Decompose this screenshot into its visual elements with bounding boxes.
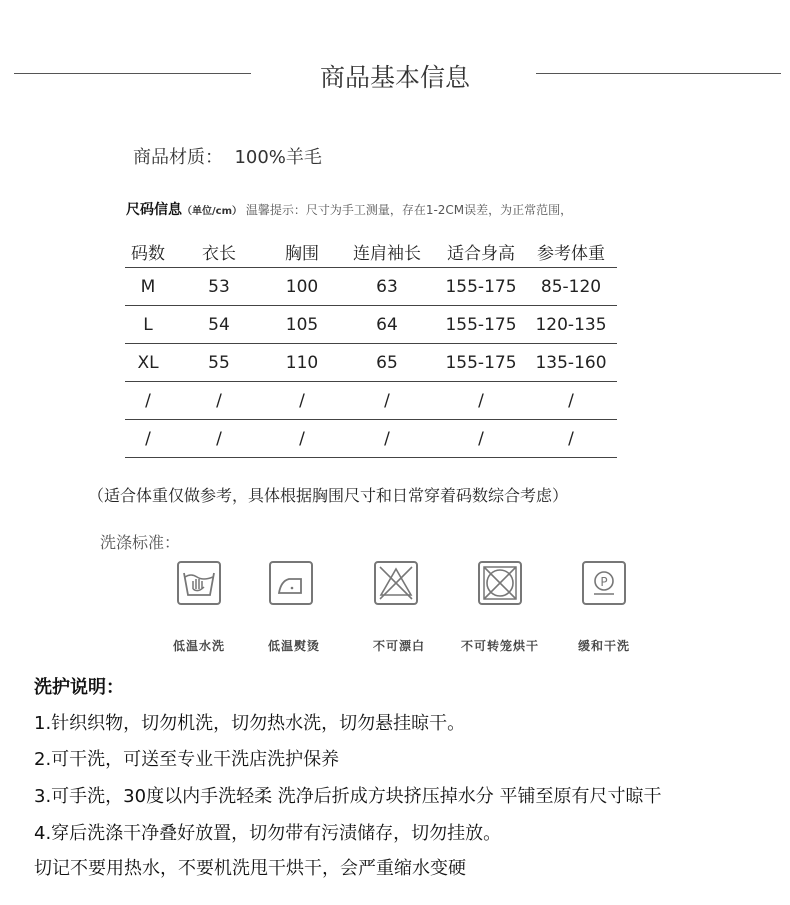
gentle-dry-clean-icon [582, 561, 626, 605]
weight-note: （适合体重仅做参考，具体根据胸围尺寸和日常穿着码数综合考虑） [88, 486, 569, 505]
no-bleach-icon [374, 561, 418, 605]
size-tip: 温馨提示：尺寸为手工测量，存在1-2CM误差，为正常范围， [245, 203, 573, 217]
low-temp-wash-icon [177, 561, 221, 605]
table-cell: / [267, 420, 337, 458]
table-cell: 54 [171, 306, 267, 344]
table-cell: / [337, 420, 437, 458]
table-cell: 55 [171, 344, 267, 382]
table-cell: 85-120 [525, 268, 617, 306]
table-cell: / [171, 382, 267, 420]
material-label: 商品材质： [133, 147, 223, 168]
care-line: 2.可干洗，可送至专业干洗店洗护保养 [34, 749, 340, 770]
material [133, 143, 322, 169]
table-cell: 135-160 [525, 344, 617, 382]
wash-icon-label: 低温水洗 [172, 639, 225, 653]
table-row [125, 306, 617, 344]
page-title: 商品基本信息 [319, 63, 470, 92]
table-header [125, 236, 617, 268]
table-cell: / [125, 420, 171, 458]
table-cell: / [171, 420, 267, 458]
header-cell: 适合身高 [437, 236, 525, 268]
header-cell: 连肩袖长 [337, 236, 437, 268]
size-info-label: 尺码信息 [126, 202, 182, 218]
table-cell: 155-175 [437, 344, 525, 382]
size-table [125, 236, 617, 458]
wash-icon-label: 不可漂白 [372, 639, 425, 653]
table-cell: 100 [267, 268, 337, 306]
table-cell: 155-175 [437, 268, 525, 306]
table-cell: L [125, 306, 171, 344]
care-line: 3.可手洗，30度以内手洗轻柔 洗净后折成方块挤压掉水分 平铺至原有尺寸晾干 [34, 786, 662, 807]
svg-text:P: P [600, 575, 608, 589]
material-value: 100%羊毛 [234, 147, 322, 168]
wash-icon-label: 不可转笼烘干 [460, 639, 539, 653]
table-cell: 64 [337, 306, 437, 344]
wash-icon-label: 低温熨烫 [267, 639, 320, 653]
table-row [125, 382, 617, 420]
no-tumble-dry-icon [478, 561, 522, 605]
table-cell: 110 [267, 344, 337, 382]
size-info [126, 199, 572, 219]
care-line: 1.针织织物，切勿机洗，切勿热水洗，切勿悬挂晾干。 [34, 713, 466, 734]
table-cell: / [125, 382, 171, 420]
table-row [125, 344, 617, 382]
table-cell: 120-135 [525, 306, 617, 344]
table-cell: XL [125, 344, 171, 382]
table-cell: / [437, 382, 525, 420]
header-cell: 衣长 [171, 236, 267, 268]
table-cell: / [525, 420, 617, 458]
table-cell: 105 [267, 306, 337, 344]
header-cell: 码数 [125, 236, 171, 268]
wash-icon-label: 缓和干洗 [577, 639, 630, 653]
care-title: 洗护说明： [34, 677, 124, 698]
table-cell: M [125, 268, 171, 306]
table-cell: / [267, 382, 337, 420]
size-unit: （单位/cm） [182, 206, 242, 217]
header-cell: 胸围 [267, 236, 337, 268]
table-cell: / [337, 382, 437, 420]
table-cell: 65 [337, 344, 437, 382]
header-cell: 参考体重 [525, 236, 617, 268]
table-cell: / [525, 382, 617, 420]
table-cell: 63 [337, 268, 437, 306]
care-line: 4.穿后洗涤干净叠好放置，切勿带有污渍储存，切勿挂放。 [34, 823, 502, 844]
table-cell: 53 [171, 268, 267, 306]
table-row [125, 268, 617, 306]
wash-label: 洗涤标准： [100, 533, 181, 552]
low-temp-iron-icon [269, 561, 313, 605]
care-line: 切记不要用热水，不要机洗甩干烘干，会严重缩水变硬 [34, 858, 466, 879]
table-cell: 155-175 [437, 306, 525, 344]
table-row [125, 420, 617, 458]
table-cell: / [437, 420, 525, 458]
